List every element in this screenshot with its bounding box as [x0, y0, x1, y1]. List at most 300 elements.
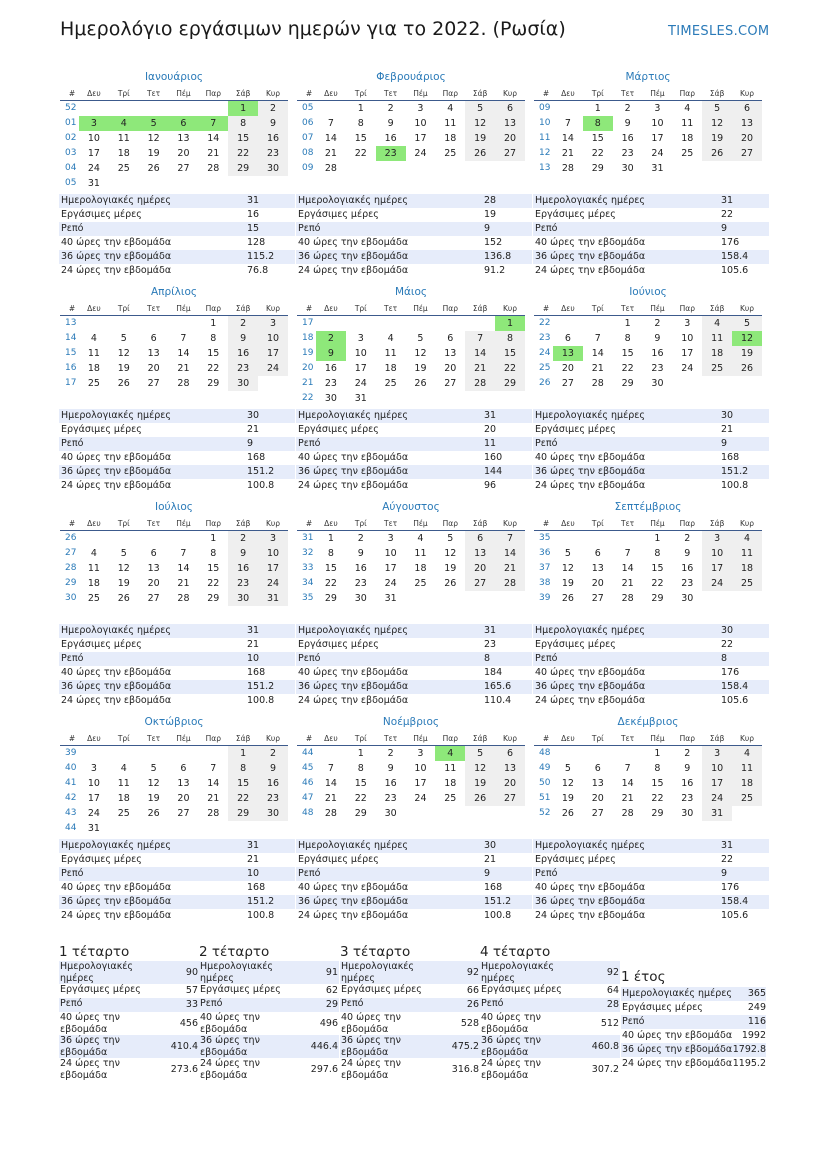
- day-cell[interactable]: 6: [594, 548, 601, 559]
- day-cell[interactable]: 1: [228, 101, 258, 116]
- day-cell[interactable]: 17: [258, 561, 288, 576]
- day-cell[interactable]: 21: [621, 793, 634, 804]
- day-cell[interactable]: 25: [384, 378, 397, 389]
- day-cell[interactable]: 10: [258, 546, 288, 561]
- day-cell[interactable]: 5: [139, 116, 169, 131]
- day-cell[interactable]: 20: [147, 363, 160, 374]
- day-cell[interactable]: 20: [495, 776, 525, 791]
- day-cell[interactable]: 2: [387, 103, 394, 114]
- day-cell[interactable]: 16: [384, 133, 397, 144]
- day-cell[interactable]: 28: [207, 163, 220, 174]
- day-cell[interactable]: 10: [258, 331, 288, 346]
- day-cell[interactable]: 17: [414, 778, 427, 789]
- day-cell[interactable]: 4: [109, 116, 139, 131]
- day-cell[interactable]: 13: [465, 546, 495, 561]
- day-cell[interactable]: 6: [495, 746, 525, 761]
- day-cell[interactable]: 7: [465, 331, 495, 346]
- day-cell[interactable]: 7: [495, 531, 525, 546]
- day-cell[interactable]: 16: [354, 563, 367, 574]
- day-cell[interactable]: 4: [684, 103, 691, 114]
- day-cell[interactable]: 1: [357, 748, 364, 759]
- day-cell[interactable]: 12: [561, 778, 574, 789]
- day-cell[interactable]: 26: [414, 378, 427, 389]
- day-cell[interactable]: 3: [684, 318, 691, 329]
- day-cell[interactable]: 18: [87, 578, 100, 589]
- day-cell[interactable]: 31: [258, 591, 288, 606]
- day-cell[interactable]: 17: [702, 776, 732, 791]
- day-cell[interactable]: 26: [732, 361, 762, 376]
- day-cell[interactable]: 14: [591, 348, 604, 359]
- day-cell[interactable]: 1: [594, 103, 601, 114]
- day-cell[interactable]: 17: [681, 348, 694, 359]
- day-cell[interactable]: 11: [414, 548, 427, 559]
- day-cell[interactable]: 23: [621, 148, 634, 159]
- day-cell[interactable]: 5: [564, 548, 571, 559]
- day-cell[interactable]: 21: [207, 148, 220, 159]
- day-cell[interactable]: 15: [324, 563, 337, 574]
- day-cell[interactable]: 11: [681, 118, 694, 129]
- day-cell[interactable]: 20: [561, 363, 574, 374]
- day-cell[interactable]: 13: [177, 133, 190, 144]
- day-cell[interactable]: 18: [384, 363, 397, 374]
- day-cell[interactable]: 19: [444, 563, 457, 574]
- day-cell[interactable]: 19: [117, 363, 130, 374]
- day-cell[interactable]: 17: [354, 363, 367, 374]
- day-cell[interactable]: 28: [561, 163, 574, 174]
- day-cell[interactable]: 23: [384, 793, 397, 804]
- day-cell[interactable]: 27: [147, 378, 160, 389]
- day-cell[interactable]: 14: [177, 348, 190, 359]
- day-cell[interactable]: 15: [591, 133, 604, 144]
- day-cell[interactable]: 20: [465, 561, 495, 576]
- day-cell[interactable]: 13: [553, 346, 583, 361]
- day-cell[interactable]: 30: [354, 593, 367, 604]
- day-cell[interactable]: 8: [228, 761, 258, 776]
- day-cell[interactable]: 19: [465, 131, 495, 146]
- day-cell[interactable]: 19: [732, 346, 762, 361]
- day-cell[interactable]: 20: [444, 363, 457, 374]
- day-cell[interactable]: 26: [117, 593, 130, 604]
- day-cell[interactable]: 15: [228, 776, 258, 791]
- day-cell[interactable]: 2: [684, 748, 691, 759]
- day-cell[interactable]: 10: [414, 118, 427, 129]
- day-cell[interactable]: 4: [90, 548, 97, 559]
- day-cell[interactable]: 21: [495, 561, 525, 576]
- day-cell[interactable]: 11: [732, 761, 762, 776]
- day-cell[interactable]: 29: [495, 376, 525, 391]
- day-cell[interactable]: 16: [621, 133, 634, 144]
- day-cell[interactable]: 16: [681, 563, 694, 574]
- day-cell[interactable]: 11: [117, 778, 130, 789]
- day-cell[interactable]: 5: [732, 316, 762, 331]
- day-cell[interactable]: 13: [495, 116, 525, 131]
- day-cell[interactable]: 2: [357, 533, 364, 544]
- day-cell[interactable]: 5: [417, 333, 424, 344]
- day-cell[interactable]: 3: [654, 103, 661, 114]
- day-cell[interactable]: 18: [117, 793, 130, 804]
- day-cell[interactable]: 23: [324, 378, 337, 389]
- day-cell[interactable]: 21: [465, 361, 495, 376]
- day-cell[interactable]: 2: [624, 103, 631, 114]
- day-cell[interactable]: 5: [150, 763, 157, 774]
- day-cell[interactable]: 24: [414, 793, 427, 804]
- day-cell[interactable]: 7: [564, 118, 571, 129]
- day-cell[interactable]: 13: [732, 116, 762, 131]
- day-cell[interactable]: 14: [621, 563, 634, 574]
- day-cell[interactable]: 24: [702, 576, 732, 591]
- day-cell[interactable]: 15: [354, 778, 367, 789]
- day-cell[interactable]: 30: [681, 593, 694, 604]
- day-cell[interactable]: 14: [207, 778, 220, 789]
- day-cell[interactable]: 4: [417, 533, 424, 544]
- day-cell[interactable]: 11: [384, 348, 397, 359]
- day-cell[interactable]: 3: [702, 746, 732, 761]
- day-cell[interactable]: 1: [654, 748, 661, 759]
- day-cell[interactable]: 26: [147, 808, 160, 819]
- day-cell[interactable]: 31: [384, 593, 397, 604]
- day-cell[interactable]: 1: [357, 103, 364, 114]
- day-cell[interactable]: 22: [228, 791, 258, 806]
- day-cell[interactable]: 27: [495, 146, 525, 161]
- day-cell[interactable]: 25: [117, 808, 130, 819]
- day-cell[interactable]: 29: [207, 378, 220, 389]
- day-cell[interactable]: 16: [258, 131, 288, 146]
- day-cell[interactable]: 1: [624, 318, 631, 329]
- day-cell[interactable]: 18: [732, 776, 762, 791]
- day-cell[interactable]: 10: [702, 761, 732, 776]
- day-cell[interactable]: 17: [414, 133, 427, 144]
- day-cell[interactable]: 15: [621, 348, 634, 359]
- day-cell[interactable]: 1: [327, 533, 334, 544]
- day-cell[interactable]: 7: [327, 118, 334, 129]
- day-cell[interactable]: 30: [384, 808, 397, 819]
- day-cell[interactable]: 9: [654, 333, 661, 344]
- day-cell[interactable]: 25: [117, 163, 130, 174]
- day-cell[interactable]: 5: [465, 101, 495, 116]
- day-cell[interactable]: 13: [495, 761, 525, 776]
- day-cell[interactable]: 3: [357, 333, 364, 344]
- day-cell[interactable]: 12: [117, 563, 130, 574]
- day-cell[interactable]: 18: [87, 363, 100, 374]
- day-cell[interactable]: 27: [147, 593, 160, 604]
- day-cell[interactable]: 25: [444, 148, 457, 159]
- day-cell[interactable]: 14: [324, 778, 337, 789]
- day-cell[interactable]: 25: [414, 578, 427, 589]
- day-cell[interactable]: 5: [465, 746, 495, 761]
- day-cell[interactable]: 5: [564, 763, 571, 774]
- day-cell[interactable]: 2: [258, 101, 288, 116]
- day-cell[interactable]: 13: [591, 563, 604, 574]
- day-cell[interactable]: 13: [444, 348, 457, 359]
- day-cell[interactable]: 17: [258, 346, 288, 361]
- day-cell[interactable]: 21: [324, 793, 337, 804]
- day-cell[interactable]: 1: [495, 316, 525, 331]
- day-cell[interactable]: 28: [621, 808, 634, 819]
- day-cell[interactable]: 29: [651, 808, 664, 819]
- day-cell[interactable]: 6: [447, 333, 454, 344]
- day-cell[interactable]: 30: [228, 591, 258, 606]
- day-cell[interactable]: 2: [654, 318, 661, 329]
- day-cell[interactable]: 20: [177, 793, 190, 804]
- day-cell[interactable]: 2: [228, 531, 258, 546]
- day-cell[interactable]: 7: [624, 548, 631, 559]
- day-cell[interactable]: 21: [207, 793, 220, 804]
- day-cell[interactable]: 7: [594, 333, 601, 344]
- day-cell[interactable]: 20: [591, 793, 604, 804]
- day-cell[interactable]: 31: [87, 823, 100, 834]
- day-cell[interactable]: 13: [591, 778, 604, 789]
- day-cell[interactable]: 29: [228, 161, 258, 176]
- day-cell[interactable]: 20: [495, 131, 525, 146]
- day-cell[interactable]: 30: [228, 376, 258, 391]
- day-cell[interactable]: 29: [324, 593, 337, 604]
- day-cell[interactable]: 16: [681, 778, 694, 789]
- day-cell[interactable]: 1: [210, 533, 217, 544]
- day-cell[interactable]: 4: [435, 746, 465, 761]
- day-cell[interactable]: 13: [177, 778, 190, 789]
- day-cell[interactable]: 26: [465, 791, 495, 806]
- day-cell[interactable]: 14: [177, 563, 190, 574]
- day-cell[interactable]: 30: [651, 378, 664, 389]
- day-cell[interactable]: 15: [207, 563, 220, 574]
- day-cell[interactable]: 19: [561, 578, 574, 589]
- day-cell[interactable]: 9: [684, 763, 691, 774]
- day-cell[interactable]: 27: [495, 791, 525, 806]
- day-cell[interactable]: 12: [732, 331, 762, 346]
- day-cell[interactable]: 9: [357, 548, 364, 559]
- day-cell[interactable]: 31: [354, 393, 367, 404]
- day-cell[interactable]: 25: [87, 593, 100, 604]
- day-cell[interactable]: 9: [624, 118, 631, 129]
- day-cell[interactable]: 6: [150, 333, 157, 344]
- day-cell[interactable]: 23: [376, 146, 406, 161]
- day-cell[interactable]: 11: [87, 563, 100, 574]
- day-cell[interactable]: 8: [357, 763, 364, 774]
- day-cell[interactable]: 22: [207, 578, 220, 589]
- day-cell[interactable]: 15: [495, 346, 525, 361]
- day-cell[interactable]: 6: [732, 101, 762, 116]
- day-cell[interactable]: 17: [87, 148, 100, 159]
- day-cell[interactable]: 11: [444, 118, 457, 129]
- day-cell[interactable]: 20: [591, 578, 604, 589]
- day-cell[interactable]: 7: [180, 333, 187, 344]
- day-cell[interactable]: 10: [702, 546, 732, 561]
- day-cell[interactable]: 29: [591, 163, 604, 174]
- day-cell[interactable]: 11: [444, 763, 457, 774]
- day-cell[interactable]: 6: [495, 101, 525, 116]
- day-cell[interactable]: 18: [702, 346, 732, 361]
- day-cell[interactable]: 10: [651, 118, 664, 129]
- day-cell[interactable]: 17: [87, 793, 100, 804]
- day-cell[interactable]: 8: [210, 333, 217, 344]
- day-cell[interactable]: 3: [258, 531, 288, 546]
- day-cell[interactable]: 27: [732, 146, 762, 161]
- day-cell[interactable]: 9: [316, 346, 346, 361]
- day-cell[interactable]: 3: [417, 748, 424, 759]
- day-cell[interactable]: 12: [465, 761, 495, 776]
- day-cell[interactable]: 27: [591, 808, 604, 819]
- day-cell[interactable]: 8: [228, 116, 258, 131]
- day-cell[interactable]: 2: [258, 746, 288, 761]
- day-cell[interactable]: 24: [651, 148, 664, 159]
- day-cell[interactable]: 15: [354, 133, 367, 144]
- day-cell[interactable]: 14: [465, 346, 495, 361]
- day-cell[interactable]: 4: [447, 103, 454, 114]
- day-cell[interactable]: 25: [87, 378, 100, 389]
- day-cell[interactable]: 22: [207, 363, 220, 374]
- day-cell[interactable]: 4: [732, 531, 762, 546]
- day-cell[interactable]: 24: [681, 363, 694, 374]
- day-cell[interactable]: 2: [387, 748, 394, 759]
- day-cell[interactable]: 14: [621, 778, 634, 789]
- day-cell[interactable]: 19: [465, 776, 495, 791]
- day-cell[interactable]: 23: [228, 361, 258, 376]
- day-cell[interactable]: 21: [324, 148, 337, 159]
- day-cell[interactable]: 27: [444, 378, 457, 389]
- day-cell[interactable]: 15: [651, 778, 664, 789]
- day-cell[interactable]: 20: [177, 148, 190, 159]
- day-cell[interactable]: 18: [444, 778, 457, 789]
- day-cell[interactable]: 25: [702, 361, 732, 376]
- day-cell[interactable]: 3: [702, 531, 732, 546]
- day-cell[interactable]: 8: [654, 548, 661, 559]
- day-cell[interactable]: 19: [702, 131, 732, 146]
- day-cell[interactable]: 1: [210, 318, 217, 329]
- day-cell[interactable]: 27: [591, 593, 604, 604]
- day-cell[interactable]: 5: [120, 548, 127, 559]
- day-cell[interactable]: 26: [561, 808, 574, 819]
- day-cell[interactable]: 12: [117, 348, 130, 359]
- day-cell[interactable]: 17: [702, 561, 732, 576]
- day-cell[interactable]: 14: [207, 133, 220, 144]
- day-cell[interactable]: 3: [90, 763, 97, 774]
- day-cell[interactable]: 18: [414, 563, 427, 574]
- day-cell[interactable]: 29: [651, 593, 664, 604]
- day-cell[interactable]: 23: [681, 793, 694, 804]
- day-cell[interactable]: 22: [324, 578, 337, 589]
- day-cell[interactable]: 24: [702, 791, 732, 806]
- day-cell[interactable]: 3: [417, 103, 424, 114]
- day-cell[interactable]: 28: [324, 163, 337, 174]
- day-cell[interactable]: 24: [414, 148, 427, 159]
- day-cell[interactable]: 23: [258, 146, 288, 161]
- day-cell[interactable]: 15: [651, 563, 664, 574]
- day-cell[interactable]: 25: [732, 576, 762, 591]
- day-cell[interactable]: 21: [561, 148, 574, 159]
- day-cell[interactable]: 29: [228, 806, 258, 821]
- day-cell[interactable]: 1: [654, 533, 661, 544]
- day-cell[interactable]: 12: [465, 116, 495, 131]
- day-cell[interactable]: 16: [228, 561, 258, 576]
- day-cell[interactable]: 26: [147, 163, 160, 174]
- day-cell[interactable]: 25: [732, 791, 762, 806]
- day-cell[interactable]: 8: [583, 116, 613, 131]
- day-cell[interactable]: 28: [621, 593, 634, 604]
- day-cell[interactable]: 17: [384, 563, 397, 574]
- day-cell[interactable]: 22: [591, 148, 604, 159]
- day-cell[interactable]: 27: [465, 576, 495, 591]
- day-cell[interactable]: 4: [732, 746, 762, 761]
- day-cell[interactable]: 23: [681, 578, 694, 589]
- day-cell[interactable]: 22: [228, 146, 258, 161]
- day-cell[interactable]: 4: [90, 333, 97, 344]
- day-cell[interactable]: 1: [228, 746, 258, 761]
- day-cell[interactable]: 2: [228, 316, 258, 331]
- day-cell[interactable]: 21: [177, 363, 190, 374]
- day-cell[interactable]: 21: [591, 363, 604, 374]
- day-cell[interactable]: 10: [87, 133, 100, 144]
- day-cell[interactable]: 8: [624, 333, 631, 344]
- day-cell[interactable]: 16: [228, 346, 258, 361]
- day-cell[interactable]: 14: [324, 133, 337, 144]
- day-cell[interactable]: 21: [621, 578, 634, 589]
- day-cell[interactable]: 6: [564, 333, 571, 344]
- day-cell[interactable]: 9: [258, 116, 288, 131]
- day-cell[interactable]: 9: [228, 331, 258, 346]
- day-cell[interactable]: 29: [207, 593, 220, 604]
- day-cell[interactable]: 28: [177, 378, 190, 389]
- day-cell[interactable]: 14: [495, 546, 525, 561]
- day-cell[interactable]: 16: [384, 778, 397, 789]
- day-cell[interactable]: 28: [207, 808, 220, 819]
- day-cell[interactable]: 8: [327, 548, 334, 559]
- day-cell[interactable]: 28: [591, 378, 604, 389]
- day-cell[interactable]: 23: [651, 363, 664, 374]
- day-cell[interactable]: 30: [258, 806, 288, 821]
- day-cell[interactable]: 18: [444, 133, 457, 144]
- day-cell[interactable]: 9: [387, 763, 394, 774]
- day-cell[interactable]: 12: [414, 348, 427, 359]
- day-cell[interactable]: 6: [150, 548, 157, 559]
- day-cell[interactable]: 9: [258, 761, 288, 776]
- day-cell[interactable]: 18: [732, 561, 762, 576]
- day-cell[interactable]: 15: [207, 348, 220, 359]
- day-cell[interactable]: 4: [387, 333, 394, 344]
- day-cell[interactable]: 7: [624, 763, 631, 774]
- day-cell[interactable]: 2: [684, 533, 691, 544]
- day-cell[interactable]: 12: [444, 548, 457, 559]
- day-cell[interactable]: 7: [327, 763, 334, 774]
- day-cell[interactable]: 24: [258, 361, 288, 376]
- day-cell[interactable]: 3: [387, 533, 394, 544]
- day-cell[interactable]: 20: [732, 131, 762, 146]
- day-cell[interactable]: 8: [210, 548, 217, 559]
- day-cell[interactable]: 24: [354, 378, 367, 389]
- day-cell[interactable]: 24: [87, 163, 100, 174]
- day-cell[interactable]: 12: [147, 778, 160, 789]
- day-cell[interactable]: 30: [681, 808, 694, 819]
- day-cell[interactable]: 24: [258, 576, 288, 591]
- day-cell[interactable]: 12: [561, 563, 574, 574]
- day-cell[interactable]: 24: [87, 808, 100, 819]
- day-cell[interactable]: 7: [210, 763, 217, 774]
- day-cell[interactable]: 16: [324, 363, 337, 374]
- day-cell[interactable]: 26: [444, 578, 457, 589]
- day-cell[interactable]: 11: [702, 331, 732, 346]
- day-cell[interactable]: 22: [651, 793, 664, 804]
- day-cell[interactable]: 27: [177, 808, 190, 819]
- day-cell[interactable]: 29: [354, 808, 367, 819]
- day-cell[interactable]: 23: [258, 791, 288, 806]
- day-cell[interactable]: 13: [147, 563, 160, 574]
- day-cell[interactable]: 7: [198, 116, 228, 131]
- day-cell[interactable]: 11: [732, 546, 762, 561]
- day-cell[interactable]: 22: [354, 148, 367, 159]
- day-cell[interactable]: 11: [87, 348, 100, 359]
- day-cell[interactable]: 26: [117, 378, 130, 389]
- day-cell[interactable]: 5: [447, 533, 454, 544]
- day-cell[interactable]: 26: [561, 593, 574, 604]
